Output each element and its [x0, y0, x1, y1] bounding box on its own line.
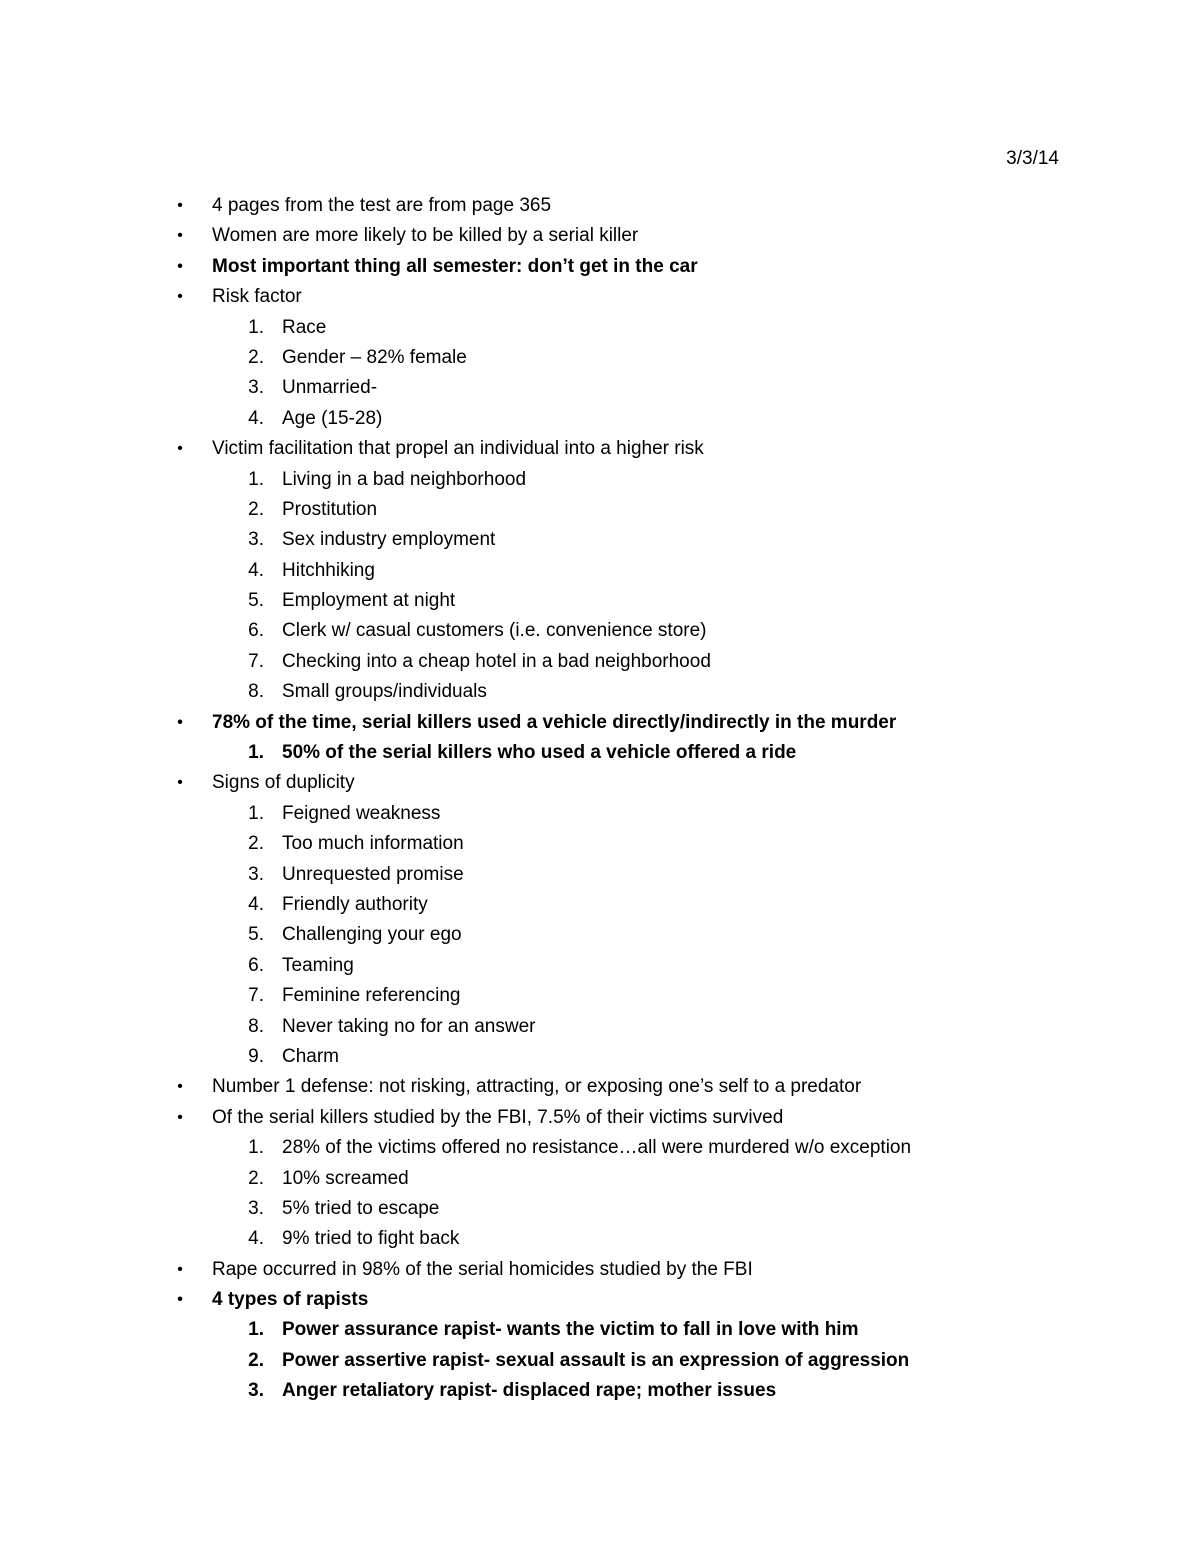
item-number: 8.: [248, 681, 264, 703]
item-text: 78% of the time, serial killers used a vehicle directly/indirectly in the murder: [212, 711, 897, 733]
item-number: 1.: [248, 316, 264, 338]
numbered-subitem: [170, 1194, 1090, 1224]
numbered-subitem: [170, 313, 1090, 343]
item-number: 6.: [248, 620, 264, 642]
item-number: 7.: [248, 985, 264, 1007]
numbered-subitem: [170, 373, 1090, 403]
item-text: 50% of the serial killers who used a vehicle offered a ride: [282, 742, 797, 764]
numbered-subitem: [170, 1012, 1090, 1042]
numbered-subitem: [170, 1346, 1090, 1376]
item-number: 2.: [248, 833, 264, 855]
bullet-item: [170, 282, 1090, 312]
numbered-subitem: [170, 677, 1090, 707]
numbered-subitem: [170, 647, 1090, 677]
item-text: 5% tried to escape: [282, 1197, 440, 1219]
item-number: 5.: [248, 590, 264, 612]
item-number: 6.: [248, 954, 264, 976]
bullet-marker: •: [177, 440, 183, 458]
bullet-marker: •: [177, 197, 183, 214]
notes-list: [170, 191, 1090, 1407]
item-text: 10% screamed: [282, 1167, 409, 1189]
bullet-marker: •: [177, 1291, 183, 1309]
numbered-subitem: [170, 799, 1090, 829]
numbered-subitem: [170, 738, 1090, 768]
item-text: Sex industry employment: [282, 529, 496, 551]
bullet-marker: •: [177, 1078, 183, 1096]
item-text: Gender – 82% female: [282, 346, 467, 368]
numbered-subitem: [170, 981, 1090, 1011]
bullet-marker: •: [177, 1108, 183, 1126]
note-date: 3/3/14: [1006, 148, 1059, 169]
item-text: 4 pages from the test are from page 365: [212, 195, 552, 216]
bullet-item: [170, 1072, 1090, 1102]
item-number: 1.: [248, 468, 264, 490]
item-text: Hitchhiking: [282, 559, 375, 581]
numbered-subitem: [170, 1376, 1090, 1406]
item-text: Challenging your ego: [282, 924, 462, 946]
numbered-subitem: [170, 1164, 1090, 1194]
item-number: 2.: [248, 1167, 264, 1189]
item-text: Teaming: [282, 954, 354, 976]
item-number: 4.: [248, 407, 264, 429]
bullet-marker: •: [177, 288, 183, 306]
item-number: 2.: [248, 346, 264, 368]
item-text: Power assertive rapist- sexual assault is an expression of aggression: [282, 1349, 910, 1371]
numbered-subitem: [170, 890, 1090, 920]
item-number: 4.: [248, 893, 264, 915]
numbered-subitem: [170, 525, 1090, 555]
bullet-item: [170, 1285, 1090, 1315]
item-text: Most important thing all semester: don’t get in the car: [212, 255, 698, 277]
item-text: Too much information: [282, 833, 464, 855]
item-text: Unrequested promise: [282, 863, 464, 885]
item-text: Prostitution: [282, 498, 378, 520]
numbered-subitem: [170, 556, 1090, 586]
numbered-subitem: [170, 951, 1090, 981]
item-number: 1.: [248, 802, 264, 824]
numbered-subitem: [170, 1133, 1090, 1163]
numbered-subitem: [170, 920, 1090, 950]
item-number: 3.: [248, 529, 264, 551]
item-number: 5.: [248, 924, 264, 946]
item-text: Living in a bad neighborhood: [282, 468, 527, 490]
bullet-item: [170, 1255, 1090, 1285]
bullet-marker: •: [177, 1260, 183, 1278]
item-text: Power assurance rapist- wants the victim to fall in love with him: [282, 1319, 859, 1341]
item-text: Number 1 defense: not risking, attracting, or exposing one’s self to a predator: [212, 1076, 862, 1098]
bullet-item: [170, 221, 1090, 251]
item-text: Friendly authority: [282, 893, 428, 915]
item-number: 4.: [248, 559, 264, 581]
numbered-subitem: [170, 829, 1090, 859]
item-number: 1.: [248, 1319, 264, 1341]
numbered-subitem: [170, 1042, 1090, 1072]
numbered-subitem: [170, 860, 1090, 890]
item-text: Small groups/individuals: [282, 681, 487, 703]
item-text: Clerk w/ casual customers (i.e. convenience store): [282, 620, 707, 642]
numbered-subitem: [170, 343, 1090, 373]
numbered-subitem: [170, 616, 1090, 646]
item-number: 3.: [248, 1380, 264, 1402]
item-number: 9.: [248, 1045, 264, 1067]
item-number: 2.: [248, 498, 264, 520]
item-text: Of the serial killers studied by the FBI, 7.5% of their victims survived: [212, 1106, 784, 1128]
item-number: 7.: [248, 650, 264, 672]
item-text: 28% of the victims offered no resistance…all were murdered w/o exception: [282, 1137, 912, 1159]
numbered-subitem: [170, 495, 1090, 525]
bullet-marker: •: [177, 774, 183, 792]
item-text: Rape occurred in 98% of the serial homicides studied by the FBI: [212, 1258, 753, 1280]
item-text: Unmarried-: [282, 377, 378, 399]
item-text: Anger retaliatory rapist- displaced rape; mother issues: [282, 1380, 777, 1402]
item-text: Feigned weakness: [282, 802, 441, 824]
item-number: 2.: [248, 1349, 264, 1371]
numbered-subitem: [170, 1315, 1090, 1345]
bullet-item: [170, 1103, 1090, 1133]
item-text: Charm: [282, 1045, 340, 1067]
item-text: 4 types of rapists: [212, 1289, 369, 1311]
item-number: 3.: [248, 377, 264, 399]
item-number: 1.: [248, 1137, 264, 1159]
item-text: 9% tried to fight back: [282, 1228, 460, 1250]
bullet-marker: •: [177, 227, 183, 245]
item-text: Checking into a cheap hotel in a bad neighborhood: [282, 650, 711, 672]
bullet-marker: •: [177, 257, 183, 275]
bullet-item: [170, 191, 1090, 221]
item-text: Age (15-28): [282, 407, 383, 429]
bullet-item: [170, 768, 1090, 798]
bullet-item: [170, 708, 1090, 738]
item-text: Feminine referencing: [282, 985, 461, 1007]
item-text: Employment at night: [282, 590, 456, 612]
item-number: 3.: [248, 863, 264, 885]
bullet-marker: •: [177, 713, 183, 731]
item-number: 3.: [248, 1197, 264, 1219]
numbered-subitem: [170, 586, 1090, 616]
item-text: Race: [282, 316, 327, 338]
bullet-item: [170, 252, 1090, 282]
item-text: Signs of duplicity: [212, 772, 355, 794]
item-number: 1.: [248, 742, 264, 764]
numbered-subitem: [170, 465, 1090, 495]
bullet-item: [170, 434, 1090, 464]
item-text: Women are more likely to be killed by a serial killer: [212, 225, 639, 247]
numbered-subitem: [170, 1224, 1090, 1254]
item-number: 4.: [248, 1228, 264, 1250]
item-text: Risk factor: [212, 286, 302, 308]
item-number: 8.: [248, 1015, 264, 1037]
item-text: Never taking no for an answer: [282, 1015, 536, 1037]
numbered-subitem: [170, 404, 1090, 434]
item-text: Victim facilitation that propel an individual into a higher risk: [212, 438, 704, 460]
